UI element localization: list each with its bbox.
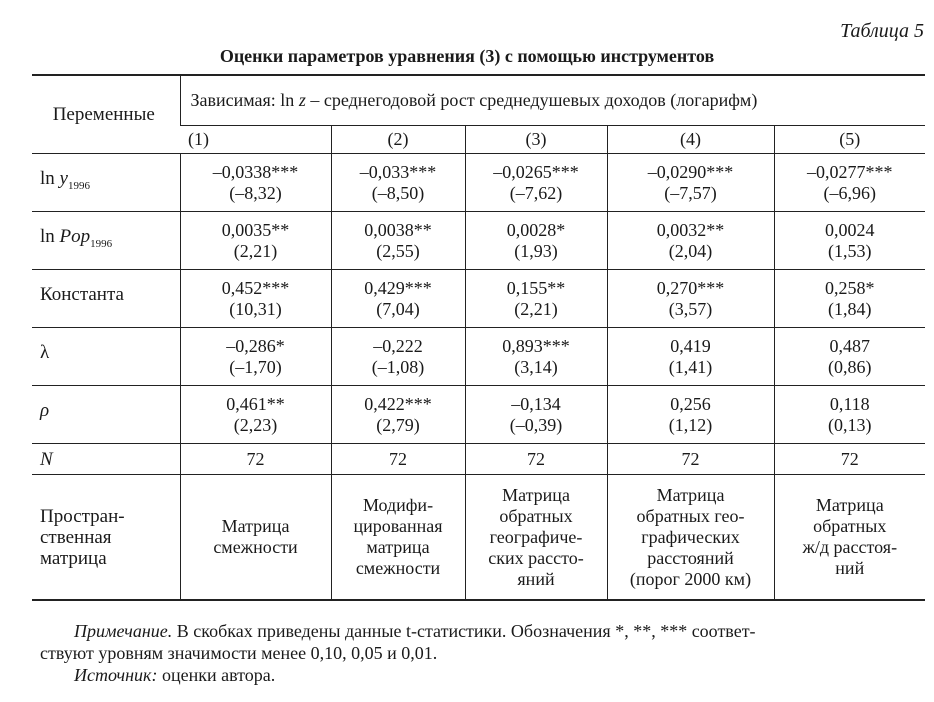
estimate-cell (774, 386, 925, 444)
t-statistic: (7,04) (376, 298, 420, 319)
estimate-cell (331, 386, 465, 444)
t-statistic: (2,23) (233, 414, 278, 435)
estimate-cell (465, 154, 607, 212)
t-statistic: (0,13) (828, 414, 872, 435)
estimate-cell (180, 270, 331, 328)
t-statistic: (10,31) (229, 298, 282, 319)
t-statistic: (2,55) (376, 240, 420, 261)
estimate-cell (331, 328, 465, 386)
coefficient: –0,0277*** (807, 161, 893, 182)
coefficient: –0,222 (373, 335, 423, 356)
table-row-n (32, 444, 925, 475)
t-statistic: (–0,39) (509, 414, 563, 435)
t-statistic: (3,57) (668, 298, 713, 319)
estimate-cell (465, 386, 607, 444)
matrix-type: Матрица обратных ж/д расстоя- ний (774, 475, 925, 601)
coefficient: –0,0290*** (647, 161, 734, 182)
coefficient: 0,422*** (364, 393, 432, 414)
estimate-cell (465, 212, 607, 270)
t-statistic: (–1,08) (371, 356, 425, 377)
estimate-cell (774, 154, 925, 212)
coefficient: 0,893*** (502, 335, 570, 356)
column-number-1: (1) (180, 126, 331, 154)
n-value: 72 (465, 444, 607, 475)
coefficient: 0,452*** (221, 277, 290, 298)
estimate-cell (465, 328, 607, 386)
coefficient: 0,258* (825, 277, 875, 298)
t-statistic: (1,84) (828, 298, 872, 319)
matrix-type: Матрица обратных географиче- ских рассто- яний (465, 475, 607, 601)
source-text: оценки автора. (157, 665, 276, 685)
note-label: Примечание. (74, 621, 173, 641)
t-statistic: (2,79) (376, 414, 420, 435)
t-statistic: (2,21) (233, 240, 278, 261)
estimate-cell (331, 212, 465, 270)
n-value: 72 (331, 444, 465, 475)
table-row (32, 270, 925, 328)
variable-name: Константа (32, 270, 180, 328)
t-statistic: (1,93) (514, 240, 558, 261)
coefficient: –0,0338*** (212, 161, 299, 182)
matrix-type: Матрица смежности (180, 475, 331, 601)
coefficient: –0,286* (226, 335, 285, 356)
estimate-cell (774, 328, 925, 386)
t-statistic: (2,21) (514, 298, 558, 319)
coefficient: –0,0265*** (493, 161, 579, 182)
estimates-table (32, 74, 925, 601)
n-label: N (32, 444, 180, 475)
estimate-cell (180, 154, 331, 212)
t-statistic: (–1,70) (229, 356, 282, 377)
coefficient: –0,033*** (359, 161, 437, 182)
variables-header: Переменные (32, 75, 180, 154)
n-value: 72 (774, 444, 925, 475)
estimate-cell (465, 270, 607, 328)
estimate-cell (180, 386, 331, 444)
estimate-cell (180, 212, 331, 270)
t-statistic: (1,41) (668, 356, 713, 377)
coefficient: 0,0038** (364, 219, 432, 240)
coefficient: 0,0032** (656, 219, 725, 240)
table-title: Оценки параметров уравнения (3) с помощью инструментов (219, 46, 715, 66)
coefficient: 0,419 (670, 335, 711, 356)
column-number-2: (2) (331, 126, 465, 154)
table-label: Таблица 5 (840, 20, 924, 42)
table-note (40, 620, 920, 686)
t-statistic: (1,53) (828, 240, 872, 261)
column-number-5: (5) (774, 126, 925, 154)
variable-name: λ (32, 328, 180, 386)
variable-name: ρ (32, 386, 180, 444)
estimate-cell (331, 270, 465, 328)
estimate-cell (607, 212, 774, 270)
t-statistic: (1,12) (668, 414, 713, 435)
table-row (32, 386, 925, 444)
coefficient: 0,429*** (364, 277, 432, 298)
variable-name: ln Pop$_{1996}$ (32, 212, 180, 270)
table-row-matrix (32, 475, 925, 601)
t-statistic: (2,04) (668, 240, 713, 261)
estimate-cell (180, 328, 331, 386)
coefficient: 0,0024 (825, 219, 875, 240)
estimate-cell (607, 270, 774, 328)
note-text-line1: В скобках приведены данные t-статистики. Обозначения *, **, *** соответ- (172, 621, 756, 641)
estimate-cell (774, 270, 925, 328)
variable-name: $\ln y_{1996}$ (32, 154, 180, 212)
coefficient: 0,118 (829, 393, 870, 414)
coefficient: –0,134 (511, 393, 561, 414)
coefficient: 0,256 (670, 393, 711, 414)
table-row (32, 212, 925, 270)
coefficient: 0,0028* (506, 219, 566, 240)
t-statistic: (3,14) (514, 356, 558, 377)
matrix-type: Матрица обратных гео- графических расстояний (порог 2000 км) (607, 475, 774, 601)
t-statistic: (–7,57) (664, 182, 717, 203)
column-number-3: (3) (465, 126, 607, 154)
t-statistic: (0,86) (828, 356, 872, 377)
estimate-cell (607, 154, 774, 212)
n-value: 72 (607, 444, 774, 475)
t-statistic: (–7,62) (509, 182, 563, 203)
table-row (32, 154, 925, 212)
estimate-cell (774, 212, 925, 270)
coefficient: 0,0035** (221, 219, 290, 240)
estimate-cell (607, 386, 774, 444)
coefficient: 0,487 (829, 335, 870, 356)
t-statistic: (–8,50) (371, 182, 425, 203)
matrix-label: Простран- ственная матрица (32, 475, 180, 601)
coefficient: 0,155** (506, 277, 566, 298)
source-label: Источник: (74, 665, 158, 685)
table-row (32, 328, 925, 386)
t-statistic: (–6,96) (823, 182, 876, 203)
estimate-cell (331, 154, 465, 212)
coefficient: 0,270*** (656, 277, 725, 298)
note-text-line2: ствуют уровням значимости менее 0,10, 0,05 и 0,01. (40, 643, 438, 663)
t-statistic: (–8,32) (229, 182, 282, 203)
dependent-variable-header: Зависимая: ln z – среднегодовой рост среднедушевых доходов (логарифм) (180, 75, 925, 126)
n-value: 72 (180, 444, 331, 475)
matrix-type: Модифи- цированная матрица смежности (331, 475, 465, 601)
coefficient: 0,461** (226, 393, 285, 414)
column-number-4: (4) (607, 126, 774, 154)
estimate-cell (607, 328, 774, 386)
